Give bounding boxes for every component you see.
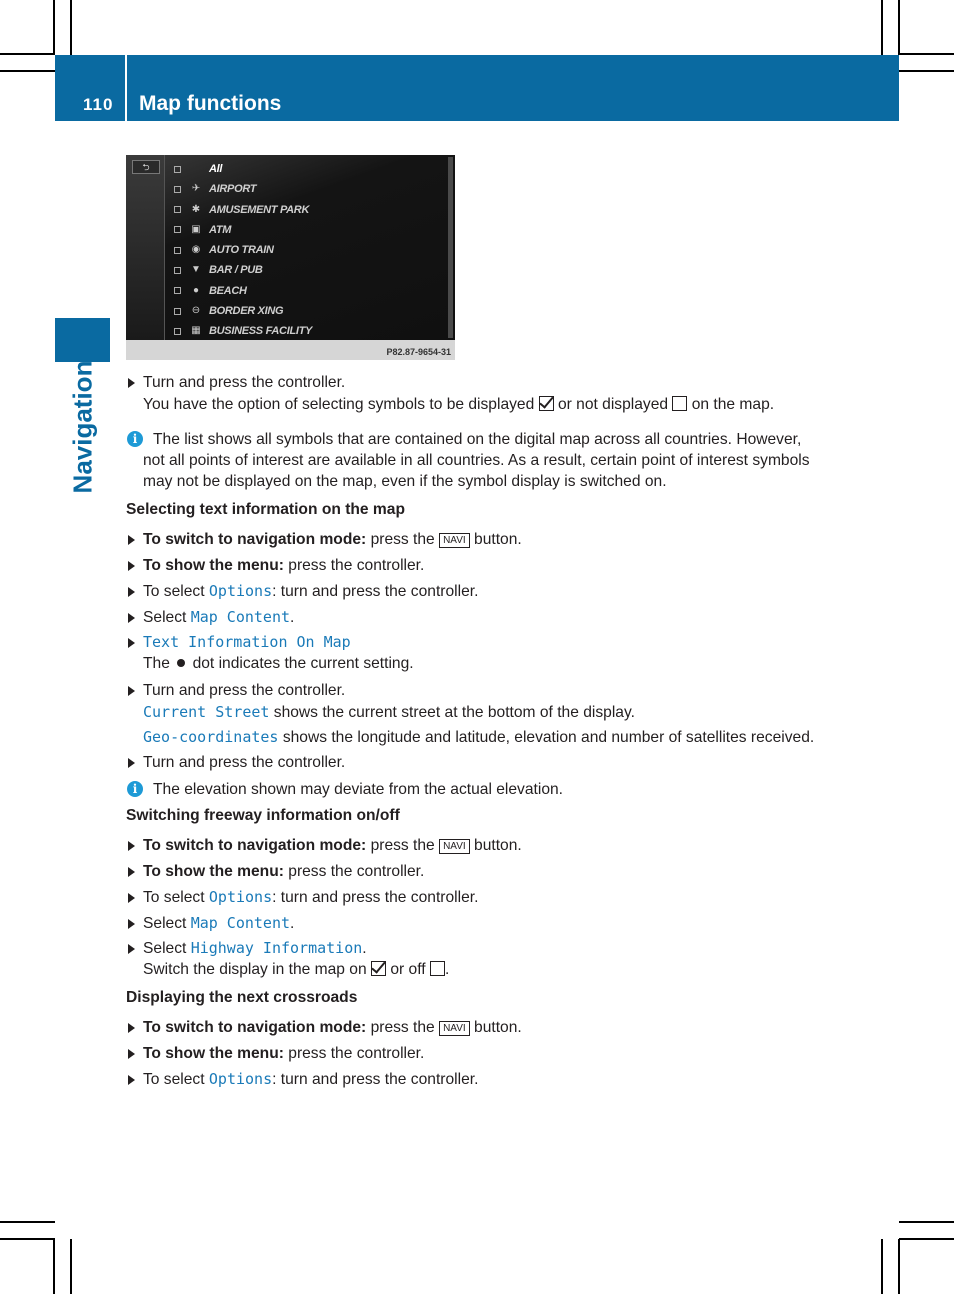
auto-train-icon: ◉ (191, 244, 201, 256)
step-arrow-icon (128, 841, 135, 851)
crop-mark (0, 70, 55, 72)
unchecked-box-icon (430, 961, 445, 976)
step: Select Map Content. (126, 607, 816, 628)
screen-left-panel (126, 155, 165, 340)
crop-mark (0, 53, 55, 55)
section-title: Map functions (139, 92, 282, 115)
crop-mark (53, 0, 55, 55)
step: To switch to navigation mode: press the NAVI button. (126, 1017, 816, 1038)
airport-icon: ✈ (191, 183, 201, 195)
poi-list (174, 159, 312, 342)
section-heading: Selecting text information on the map (126, 501, 405, 518)
checkbox-icon (174, 206, 181, 213)
step-arrow-icon (128, 561, 135, 571)
step-arrow-icon (128, 587, 135, 597)
checkbox-icon (174, 247, 181, 254)
checkbox-icon (174, 287, 181, 294)
crop-mark (881, 1239, 883, 1294)
info-icon: i (127, 431, 143, 447)
crop-mark (899, 53, 954, 55)
step: To switch to navigation mode: press the NAVI button. (126, 835, 816, 856)
step: Select Highway Information. Switch the display in the map on or off . (126, 938, 816, 980)
list-item: ● BEACH (174, 281, 312, 301)
step-arrow-icon (128, 686, 135, 696)
image-code: P82.87-9654-31 (386, 347, 451, 357)
list-item: ✱ AMUSEMENT PARK (174, 200, 312, 220)
step-arrow-icon (128, 613, 135, 623)
header-divider (125, 55, 127, 121)
checkbox-icon (174, 308, 181, 315)
crop-mark (899, 1221, 954, 1223)
chapter-label: Navigation (67, 360, 97, 494)
section-heading: Displaying the next crossroads (126, 989, 358, 1006)
list-item: ◉ AUTO TRAIN (174, 240, 312, 260)
list-item: ⊖ BORDER XING (174, 301, 312, 321)
beach-icon: ● (192, 284, 200, 296)
chapter-tab (55, 318, 110, 362)
step-arrow-icon (128, 1023, 135, 1033)
crop-mark (899, 1238, 954, 1240)
selected-dot-icon (177, 659, 185, 667)
step: To show the menu: press the controller. (126, 555, 816, 576)
checked-box-icon (539, 396, 554, 411)
amusement-park-icon: ✱ (191, 203, 201, 215)
info-note: i The list shows all symbols that are contained on the digital map across all countries. However, not all points of interest are available in all countries. As a result, certain point of interest symbols may not be displayed on the map, even if the symbol display is switched on. (126, 429, 816, 492)
step: Text Information On Map The dot indicates the current setting. (126, 632, 816, 674)
list-item: ▦ BUSINESS FACILITY (174, 321, 312, 341)
step-arrow-icon (128, 758, 135, 768)
scrollbar (448, 157, 453, 338)
step-arrow-icon (128, 1049, 135, 1059)
step: Select Map Content. (126, 913, 816, 934)
page-number: 110 (83, 95, 114, 114)
step-arrow-icon (128, 378, 135, 388)
step-arrow-icon (128, 919, 135, 929)
step: To select Options: turn and press the controller. (126, 887, 816, 908)
navi-key: NAVI (439, 839, 470, 854)
checkbox-icon (174, 166, 181, 173)
checkbox-icon (174, 267, 181, 274)
step: To show the menu: press the controller. (126, 861, 816, 882)
step-arrow-icon (128, 638, 135, 648)
list-item: All (174, 159, 312, 179)
step: To select Options: turn and press the controller. (126, 1069, 816, 1090)
crop-mark (898, 0, 900, 55)
crop-mark (53, 1239, 55, 1294)
step: Turn and press the controller. You have the option of selecting symbols to be displayed or not displayed on the map. (126, 372, 816, 415)
list-item: ▣ ATM (174, 220, 312, 240)
unchecked-box-icon (672, 396, 687, 411)
page-header (55, 55, 899, 121)
step: Turn and press the controller. (126, 752, 816, 773)
checkbox-icon (174, 186, 181, 193)
atm-icon: ▣ (191, 223, 201, 235)
section-heading: Switching freeway information on/off (126, 807, 400, 824)
back-icon: ⮌ (132, 160, 160, 174)
main-content (126, 372, 816, 1090)
info-note: i The elevation shown may deviate from the actual elevation. (126, 779, 816, 800)
step: Turn and press the controller. Current Street shows the current street at the bottom of the display. Geo-coordinates shows the longitude and latitude, elevation and number of satellites received. (126, 680, 816, 748)
step: To switch to navigation mode: press the NAVI button. (126, 529, 816, 550)
step-arrow-icon (128, 867, 135, 877)
crop-mark (0, 1221, 55, 1223)
bar-icon: ▼ (191, 264, 201, 276)
navi-key: NAVI (439, 533, 470, 548)
checkbox-icon (174, 226, 181, 233)
step-arrow-icon (128, 1075, 135, 1085)
step: To select Options: turn and press the controller. (126, 581, 816, 602)
poi-screen-display (126, 155, 455, 340)
border-crossing-icon: ⊖ (191, 305, 201, 317)
crop-mark (899, 70, 954, 72)
checkbox-icon (174, 328, 181, 335)
checked-box-icon (371, 961, 386, 976)
navi-key: NAVI (439, 1021, 470, 1036)
crop-mark (70, 1239, 72, 1294)
info-icon: i (127, 781, 143, 797)
list-item: ✈ AIRPORT (174, 179, 312, 199)
list-item: ▼ BAR / PUB (174, 260, 312, 280)
poi-screen-image (126, 155, 455, 360)
step-arrow-icon (128, 944, 135, 954)
step-arrow-icon (128, 893, 135, 903)
business-facility-icon: ▦ (191, 325, 201, 337)
crop-mark (881, 0, 883, 55)
crop-mark (898, 1239, 900, 1294)
step: To show the menu: press the controller. (126, 1043, 816, 1064)
crop-mark (0, 1238, 55, 1240)
crop-mark (70, 0, 72, 55)
step-arrow-icon (128, 535, 135, 545)
